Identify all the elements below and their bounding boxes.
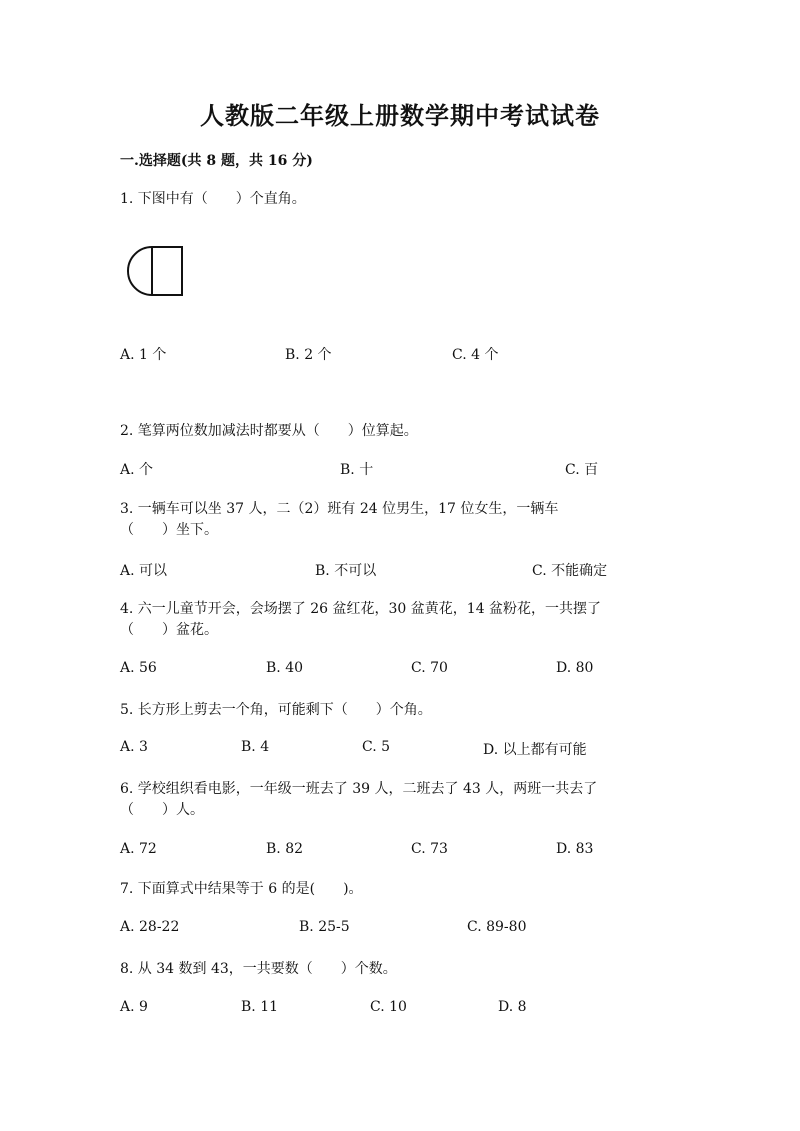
question-6-option-c: C. 73 [411,841,448,857]
question-2-option-c: C. 百 [565,462,599,478]
question-5-option-b: B. 4 [241,739,270,755]
question-8-option-b: B. 11 [241,999,279,1015]
question-7-stem: 7. 下面算式中结果等于 6 的是( )。 [120,881,363,897]
question-1-option-c: C. 4 个 [452,347,499,363]
question-5-option-d: D. 以上都有可能 [483,742,587,758]
question-1-option-b: B. 2 个 [285,347,332,363]
question-8-option-c: C. 10 [370,999,407,1015]
question-4-stem: 4. 六一儿童节开会，会场摆了 26 盆红花，30 盆黄花，14 盆粉花，一共摆了 [120,601,602,617]
question-1-option-a: A. 1 个 [120,347,167,363]
question-3-option-b: B. 不可以 [315,563,377,579]
question-6-stem: 6. 学校组织看电影，一年级一班去了 39 人，二班去了 43 人，两班一共去了 [120,781,598,797]
question-3-option-c: C. 不能确定 [532,563,608,579]
question-3-stem-continued: （ ）坐下。 [120,522,218,538]
question-7-option-b: B. 25-5 [299,919,350,935]
question-6-option-b: B. 82 [266,841,304,857]
question-2-option-b: B. 十 [340,462,374,478]
question-7-option-c: C. 89-80 [467,919,527,935]
question-6-option-d: D. 83 [556,841,594,857]
question-7-option-a: A. 28-22 [120,919,180,935]
question-4-option-a: A. 56 [120,660,157,676]
question-6-stem-continued: （ ）人。 [120,802,204,818]
question-2-option-a: A. 个 [120,462,154,478]
question-8-option-a: A. 9 [120,999,148,1015]
question-8-option-d: D. 8 [498,999,527,1015]
question-5-option-c: C. 5 [362,739,391,755]
question-2-stem: 2. 笔算两位数加减法时都要从（ ）位算起。 [120,423,418,439]
question-3-option-a: A. 可以 [120,563,168,579]
section-heading: 一.选择题(共 8 题，共 16 分) [120,153,313,169]
page-title: 人教版二年级上册数学期中考试试卷 [200,101,600,130]
question-5-option-a: A. 3 [120,739,148,755]
question-6-option-a: A. 72 [120,841,157,857]
question-4-option-c: C. 70 [411,660,448,676]
question-8-stem: 8. 从 34 数到 43，一共要数（ ）个数。 [120,961,397,977]
question-1-stem: 1. 下图中有（ ）个直角。 [120,191,306,207]
question-5-stem: 5. 长方形上剪去一个角，可能剩下（ ）个角。 [120,702,432,718]
question-4-stem-continued: （ ）盆花。 [120,622,218,638]
half-circle-rectangle-figure [124,244,186,300]
question-4-option-b: B. 40 [266,660,304,676]
question-3-stem: 3. 一辆车可以坐 37 人，二（2）班有 24 位男生，17 位女生，一辆车 [120,501,559,517]
question-4-option-d: D. 80 [556,660,594,676]
